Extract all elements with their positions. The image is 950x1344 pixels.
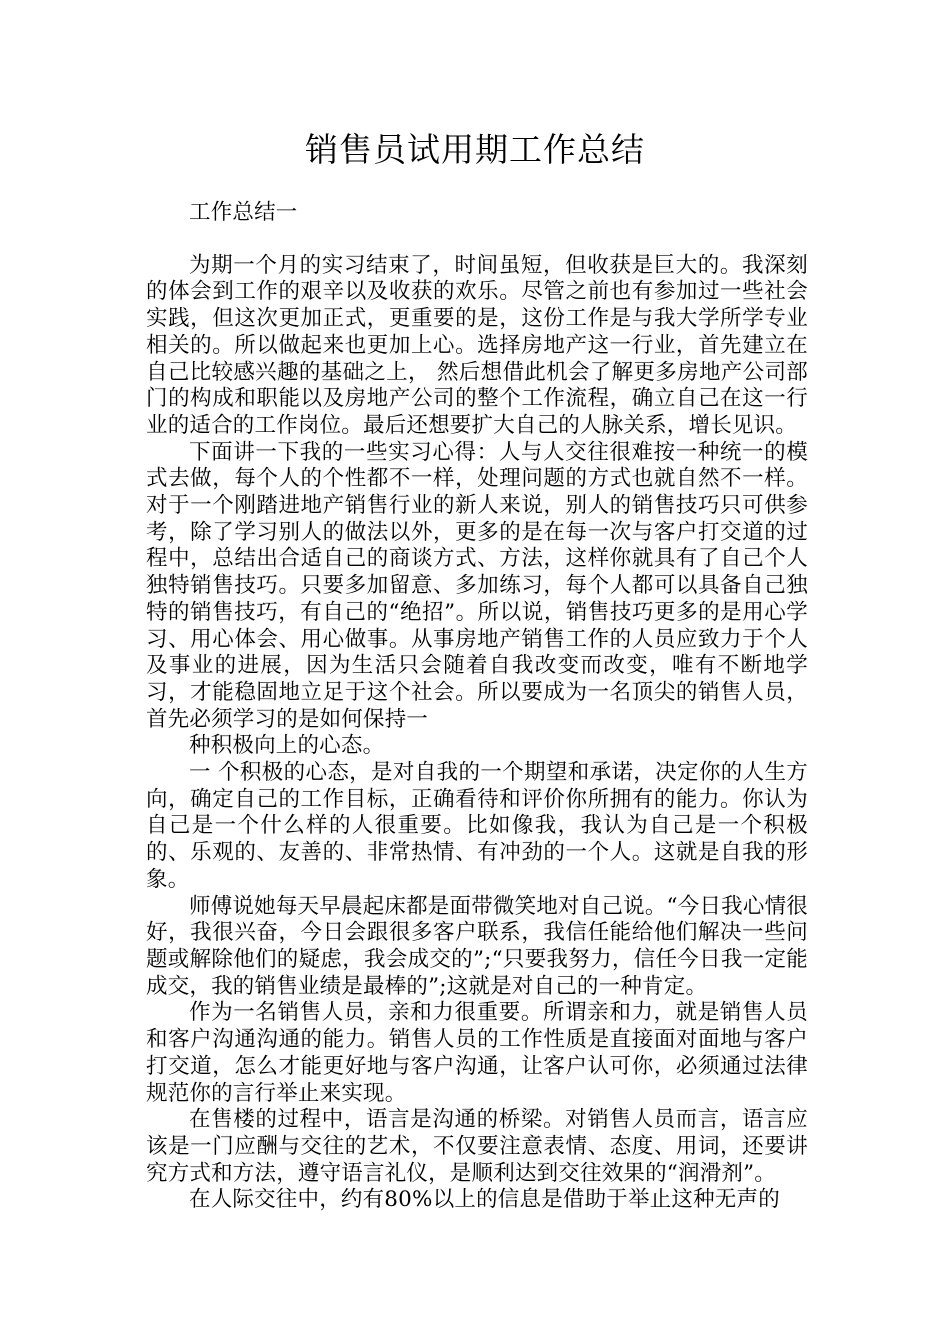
paragraph: 在人际交往中，约有80%以上的信息是借助于举止这种无声的	[189, 1187, 780, 1213]
document-title: 销售员试用期工作总结	[305, 130, 645, 169]
paragraph: 师傅说她每天早晨起床都是面带微笑地对自己说。“今日我心情很好，我很兴奋，今日会跟很多客户联系，我信任能给他们解决一些问题或解除他们的疑虑，我会成交的”;“只要我努力，信任今日我一定能成交，我的销售业绩是最棒的”;这就是对自己的一种肯定。	[146, 893, 808, 999]
paragraph: 一 个积极的心态，是对自我的一个期望和承诺，决定你的人生方向，确定自己的工作目标，正确看待和评价你所拥有的能力。你认为自己是一个什么样的人很重要。比如像我，我认为自己是一个积极的、乐观的、友善的、非常热情、有冲劲的一个人。这就是自我的形象。	[146, 760, 808, 892]
paragraph: 下面讲一下我的一些实习心得：人与人交往很难按一种统一的模式去做，每个人的个性都不一样，处理问题的方式也就自然不一样。对于一个刚踏进地产销售行业的新人来说，别人的销售技巧只可供参考，除了学习别人的做法以外，更多的是在每一次与客户打交道的过程中，总结出合适自己的商谈方式、方法，这样你就具有了自己个人独特销售技巧。只要多加留意、多加练习，每个人都可以具备自己独特的销售技巧，有自己的“绝招”。所以说，销售技巧更多的是用心学习、用心体会、用心做事。从事房地产销售工作的人员应致力于个人及事业的进展，因为生活只会随着自我改变而改变，唯有不断地学习，才能稳固地立足于这个社会。所以要成为一名顶尖的销售人员，首先必须学习的是如何保持一	[146, 439, 808, 732]
paragraph: 在售楼的过程中，语言是沟通的桥梁。对销售人员而言，语言应该是一门应酬与交往的艺术，不仅要注意表情、态度、用词，还要讲究方式和方法，遵守语言礼仪，是顺利达到交往效果的“润滑剂”。	[146, 1107, 808, 1186]
document-body	[146, 200, 808, 1214]
paragraph: 种积极向上的心态。	[189, 733, 385, 759]
paragraph: 作为一名销售人员，亲和力很重要。所谓亲和力，就是销售人员和客户沟通沟通的能力。销售人员的工作性质是直接面对面地与客户打交道，怎么才能更好地与客户沟通，让客户认可你，必须通过法律规范你的言行举止来实现。	[146, 1000, 808, 1106]
section-heading: 工作总结一	[189, 200, 298, 225]
paragraph: 为期一个月的实习结束了，时间虽短，但收获是巨大的。我深刻的体会到工作的艰辛以及收获的欢乐。尽管之前也有参加过一些社会实践，但这次更加正式，更重要的是，这份工作是与我大学所学专业相关的。所以做起来也更加上心。选择房地产这一行业，首先建立在自己比较感兴趣的基础之上， 然后想借此机会了解更多房地产公司部门的构成和职能以及房地产公司的整个工作流程，确立自己在这一行业的适合的工作岗位。最后还想要扩大自己的人脉关系，增长见识。	[146, 252, 808, 438]
